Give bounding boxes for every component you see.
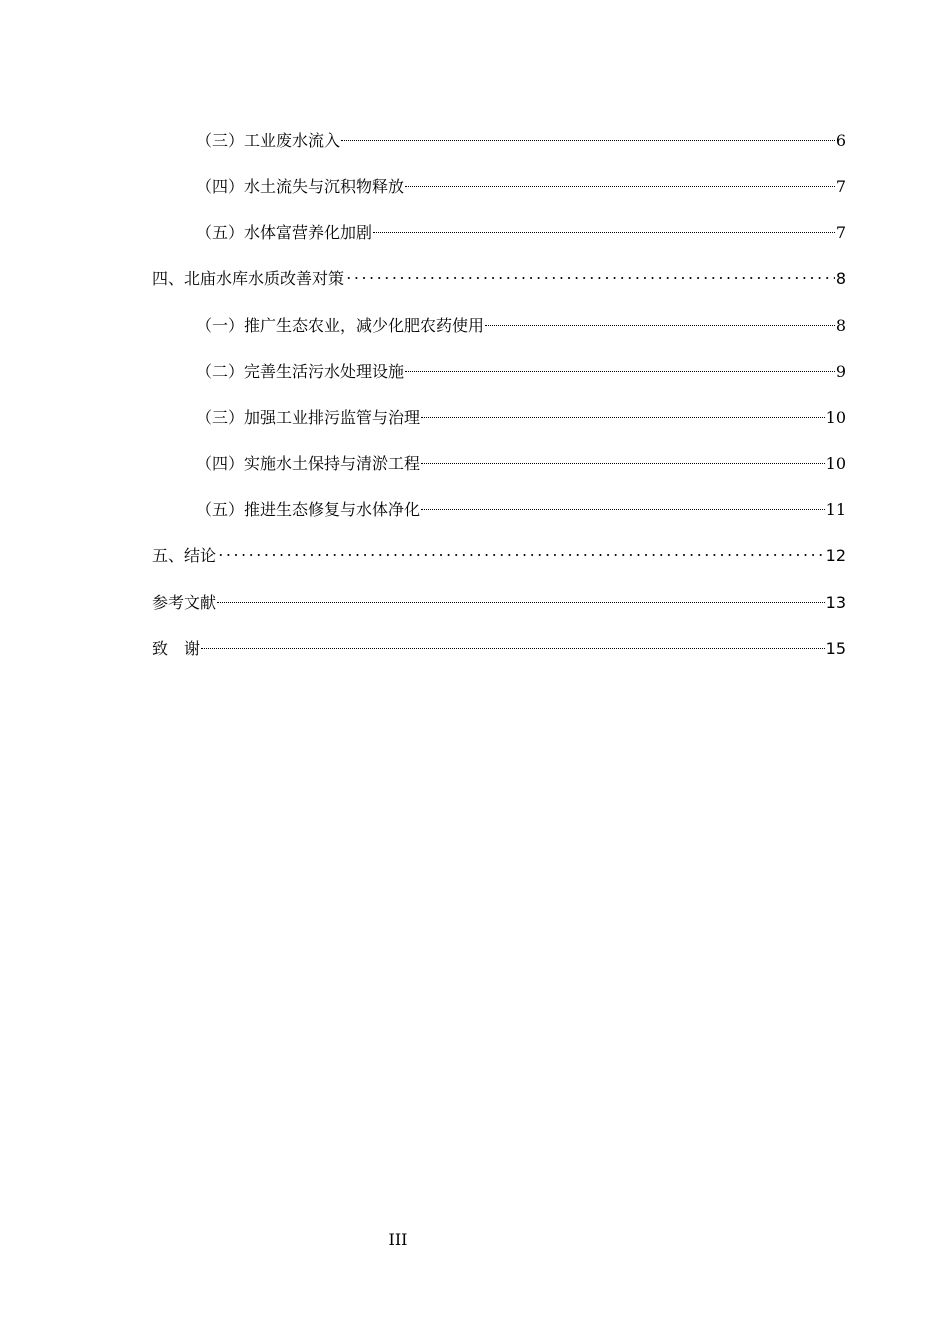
toc-entry-page: 10 — [825, 408, 846, 427]
toc-entry-page: 8 — [835, 269, 846, 288]
toc-entry[interactable] — [196, 353, 846, 381]
toc-leader-dots — [345, 260, 835, 284]
toc-entry-page: 7 — [835, 177, 846, 196]
toc-leader-dots — [373, 214, 835, 238]
toc-leader-dots — [341, 122, 835, 146]
toc-entry-title: （四）水土流失与沉积物释放 — [196, 177, 405, 196]
toc-entry-title: （三）工业废水流入 — [196, 131, 341, 150]
toc-entry[interactable] — [196, 445, 846, 473]
toc-entry-page: 8 — [835, 316, 846, 335]
toc-leader-dots — [421, 445, 825, 469]
toc-entry-page: 15 — [825, 639, 846, 658]
toc-leader-dots — [201, 630, 825, 654]
toc-leader-dots — [405, 353, 835, 377]
toc-entry-title: 致 谢 — [152, 639, 201, 658]
toc-leader-dots — [485, 307, 835, 331]
toc-entry-page: 13 — [825, 593, 846, 612]
toc-leader-dots — [405, 168, 835, 192]
toc-entry-page: 9 — [835, 362, 846, 381]
toc-leader-dots — [421, 399, 825, 423]
toc-entry-title: 五、结论 — [152, 546, 217, 565]
toc-entry-title: （四）实施水土保持与清淤工程 — [196, 454, 421, 473]
toc-entry[interactable] — [196, 307, 846, 335]
toc-entry-title: 参考文献 — [152, 593, 217, 612]
toc-entry[interactable] — [196, 122, 846, 150]
toc-entry-title: 四、北庙水库水质改善对策 — [152, 269, 345, 288]
toc-entry-page: 7 — [835, 223, 846, 242]
toc-entry-title: （二）完善生活污水处理设施 — [196, 362, 405, 381]
toc-entry-page: 12 — [825, 546, 846, 565]
toc-entry[interactable] — [196, 399, 846, 427]
toc-entry[interactable] — [196, 214, 846, 242]
toc-entry-page: 10 — [825, 454, 846, 473]
toc-entry-page: 6 — [835, 131, 846, 150]
page-number: III — [388, 1230, 408, 1249]
toc-leader-dots — [421, 491, 825, 515]
toc-entry-title: （五）水体富营养化加剧 — [196, 223, 373, 242]
toc-entry[interactable] — [152, 537, 846, 565]
toc-entry[interactable] — [152, 584, 846, 612]
toc-leader-dots — [217, 537, 825, 561]
toc-entry[interactable] — [152, 630, 846, 658]
toc-entry[interactable] — [152, 260, 846, 288]
toc-entry[interactable] — [196, 491, 846, 519]
toc-entry-title: （三）加强工业排污监管与治理 — [196, 408, 421, 427]
toc-entry-page: 11 — [825, 500, 846, 519]
toc-entry-title: （五）推进生态修复与水体净化 — [196, 500, 421, 519]
toc-entry-title: （一）推广生态农业，减少化肥农药使用 — [196, 316, 485, 335]
toc-leader-dots — [217, 584, 825, 608]
toc-entry[interactable] — [196, 168, 846, 196]
